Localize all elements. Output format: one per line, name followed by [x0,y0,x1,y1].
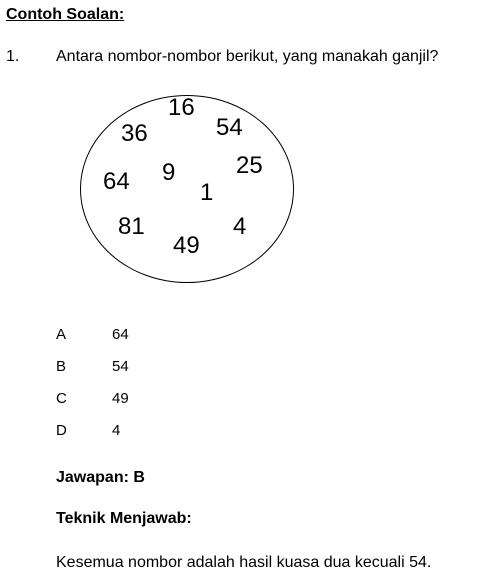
option-letter-a: A [56,326,67,343]
circle-number: 4 [233,213,247,240]
circle-number: 54 [216,114,243,141]
circle-number: 1 [200,179,214,206]
technique-heading: Teknik Menjawab: [56,510,192,527]
option-value-b: 54 [112,358,129,375]
circle-number: 16 [168,94,195,121]
answer-text: Jawapan: B [56,469,145,486]
explanation-text: Kesemua nombor adalah hasil kuasa dua kecuali 54. [56,554,432,571]
section-heading: Contoh Soalan: [6,6,125,23]
option-letter-b: B [56,358,67,375]
circle-number: 49 [173,232,200,259]
question-text: Antara nombor-nombor berikut, yang manakah ganjil? [56,48,439,65]
circle-number: 81 [118,213,145,240]
circle-number: 25 [236,152,263,179]
option-letter-c: C [56,390,67,407]
option-value-d: 4 [112,422,121,439]
circle-number: 64 [103,168,130,195]
option-letter-d: D [56,422,67,439]
option-value-c: 49 [112,390,129,407]
option-value-a: 64 [112,326,129,343]
circle-number: 9 [162,159,176,186]
question-number: 1. [6,48,20,65]
circle-number: 36 [121,120,148,147]
